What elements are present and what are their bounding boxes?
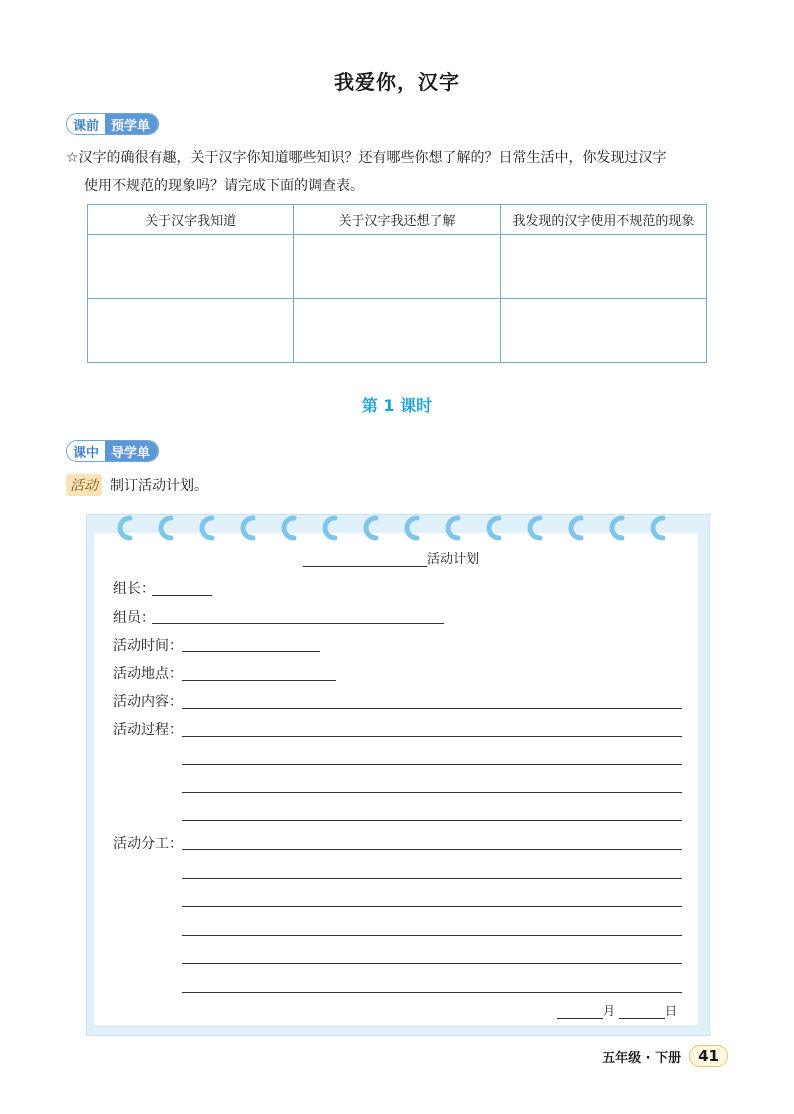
activity-text: 制订活动计划。: [110, 478, 208, 494]
spiral-binding: [108, 508, 688, 548]
division-blank[interactable]: [182, 935, 682, 936]
plan-name-blank[interactable]: [303, 552, 427, 567]
process-blank[interactable]: [182, 792, 682, 793]
grade-label: 五年级 · 下册: [602, 1050, 682, 1066]
table-header-know: 关于汉字我知道: [88, 205, 294, 235]
members-blank[interactable]: [152, 623, 444, 624]
division-blank[interactable]: [182, 849, 682, 850]
activity-badge: 活动: [66, 474, 102, 496]
field-process-label: 活动过程：: [113, 722, 183, 738]
process-blank[interactable]: [182, 820, 682, 821]
intro-line-2: 使用不规范的现象吗？请完成下面的调查表。: [84, 178, 364, 194]
preclass-badge-label: 课前: [67, 115, 105, 134]
division-blank[interactable]: [182, 878, 682, 879]
time-blank[interactable]: [182, 651, 320, 652]
table-cell[interactable]: [500, 299, 706, 363]
intro-line-1: ☆汉字的确很有趣，关于汉字你知道哪些知识？还有哪些你想了解的？日常生活中，你发现过汉字: [66, 150, 667, 166]
month-blank[interactable]: [557, 1004, 603, 1019]
ring-icon: [202, 518, 212, 538]
content-blank[interactable]: [182, 708, 682, 709]
table-cell[interactable]: [88, 235, 294, 299]
inclass-badge-type: 导学单: [105, 441, 158, 461]
preclass-badge: [66, 113, 159, 135]
field-division-label: 活动分工：: [113, 836, 183, 852]
process-blank[interactable]: [182, 736, 682, 737]
table-cell[interactable]: [294, 235, 500, 299]
field-leader-label: 组长：: [113, 581, 155, 597]
notepad-page: [94, 533, 698, 1025]
ring-icon: [325, 518, 335, 538]
leader-blank[interactable]: [152, 595, 212, 596]
table-row: [88, 299, 707, 363]
ring-icon: [284, 518, 294, 538]
date-line: [557, 1002, 677, 1019]
process-blank[interactable]: [182, 764, 682, 765]
day-label: 日: [665, 1004, 678, 1018]
table-header-want: 关于汉字我还想了解: [294, 205, 500, 235]
table-row: [88, 235, 707, 299]
field-time-label: 活动时间：: [113, 638, 183, 654]
table-header-row: [88, 205, 707, 235]
preclass-badge-type: 预学单: [105, 114, 158, 134]
ring-icon: [366, 518, 376, 538]
ring-icon: [612, 518, 622, 538]
plan-title: [303, 548, 479, 567]
ring-icon: [448, 518, 458, 538]
table-cell[interactable]: [294, 299, 500, 363]
activity-instruction: [66, 474, 208, 496]
page-footer: [602, 1045, 728, 1067]
division-blank[interactable]: [182, 963, 682, 964]
field-members-label: 组员：: [113, 610, 155, 626]
ring-icon: [489, 518, 499, 538]
plan-title-suffix: 活动计划: [427, 552, 480, 567]
field-content-label: 活动内容：: [113, 694, 183, 710]
inclass-badge-label: 课中: [67, 442, 105, 461]
table-cell[interactable]: [500, 235, 706, 299]
ring-icon: [161, 518, 171, 538]
ring-icon: [243, 518, 253, 538]
inclass-badge: [66, 440, 159, 462]
survey-table: [87, 204, 707, 363]
ring-icon: [530, 518, 540, 538]
field-place-label: 活动地点：: [113, 666, 183, 682]
page-title: 我爱你，汉字: [334, 70, 460, 94]
place-blank[interactable]: [182, 680, 336, 681]
lesson-title: 第 1 课时: [361, 396, 433, 415]
page-number: 41: [689, 1045, 728, 1067]
ring-icon: [571, 518, 581, 538]
table-header-found: 我发现的汉字使用不规范的现象: [500, 205, 706, 235]
intro-text: [66, 144, 736, 200]
division-blank[interactable]: [182, 992, 682, 993]
day-blank[interactable]: [619, 1004, 665, 1019]
ring-icon: [407, 518, 417, 538]
month-label: 月: [603, 1004, 616, 1018]
division-blank[interactable]: [182, 906, 682, 907]
table-cell[interactable]: [88, 299, 294, 363]
ring-icon: [120, 518, 130, 538]
ring-icon: [653, 518, 663, 538]
